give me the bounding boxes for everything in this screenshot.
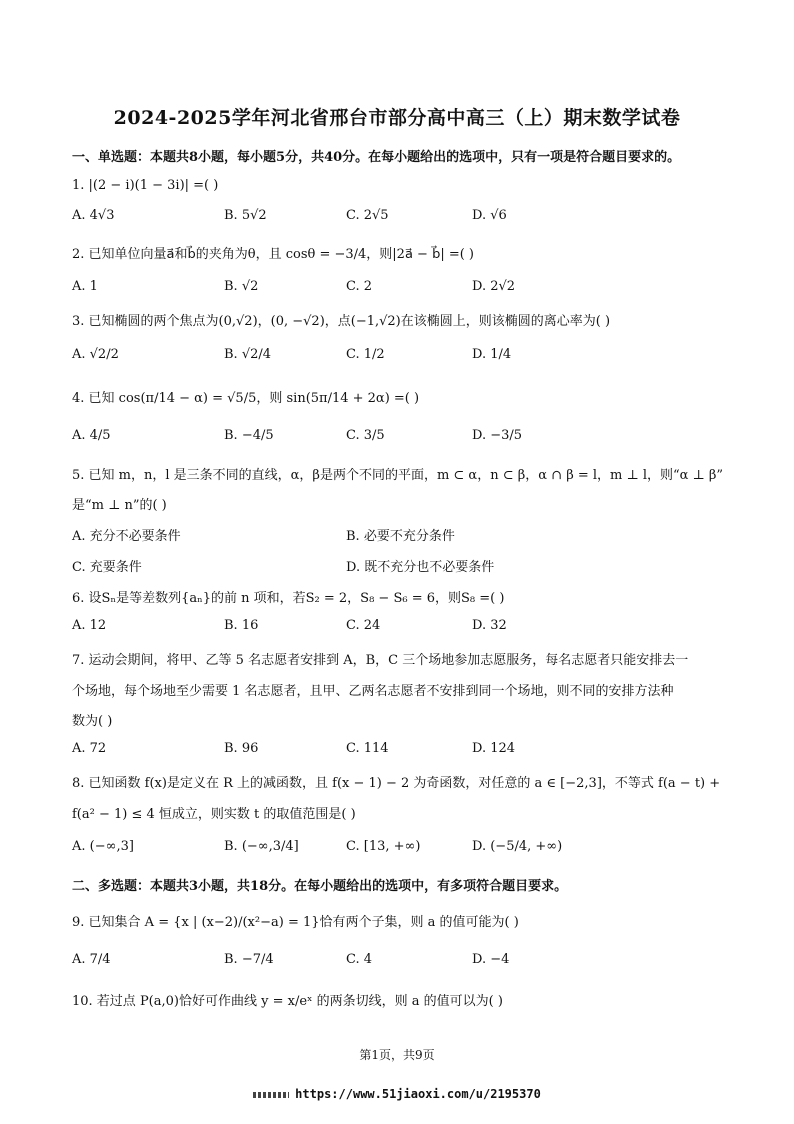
question-2-option-b: B. √2 (224, 279, 259, 294)
question-8-option-c: C. [13, +∞) (346, 839, 421, 854)
question-4-option-b: B. −4/5 (224, 428, 274, 443)
question-4-stem: 4. 已知 cos(π/14 − α) = √5/5，则 sin(5π/14 + 2α) =( ) (72, 391, 420, 406)
question-6-option-a: A. 12 (72, 618, 107, 633)
question-9-option-a: A. 7/4 (72, 952, 111, 967)
watermark-logo-icon (253, 1092, 289, 1098)
question-9-option-b: B. −7/4 (224, 952, 274, 967)
question-6-option-b: B. 16 (224, 618, 259, 633)
question-7-option-a: A. 72 (72, 741, 107, 756)
question-8-option-a: A. (−∞,3] (72, 839, 134, 854)
question-4-option-a: A. 4/5 (72, 428, 111, 443)
question-5-option-b: B. 必要不充分条件 (346, 529, 455, 544)
watermark-url[interactable]: https://www.51jiaoxi.com/u/2195370 (295, 1087, 541, 1101)
question-3-option-b: B. √2/4 (224, 347, 272, 362)
question-3-option-c: C. 1/2 (346, 347, 385, 362)
question-8-stem-line-1: 8. 已知函数 f(x)是定义在 R 上的减函数，且 f(x − 1) − 2 为奇函数，对任意的 a ∈ [−2,3]，不等式 f(a − t) + (72, 776, 721, 791)
question-5-option-d: D. 既不充分也不必要条件 (346, 560, 495, 575)
section-heading-single-choice: 一、单选题：本题共8小题，每小题5分，共40分。在每小题给出的选项中，只有一项是符合题目要求的。 (72, 150, 681, 165)
question-3-stem: 3. 已知椭圆的两个焦点为(0,√2)，(0, −√2)，点(−1,√2)在该椭圆上，则该椭圆的离心率为( ) (72, 314, 611, 329)
question-10-stem: 10. 若过点 P(a,0)恰好可作曲线 y = x/eˣ 的两条切线，则 a 的值可以为( ) (72, 994, 503, 1009)
question-6-stem: 6. 设Sₙ是等差数列{aₙ}的前 n 项和，若S₂ = 2，S₈ − S₆ = 6，则S₈ =( ) (72, 591, 505, 606)
question-1-option-b: B. 5√2 (224, 208, 267, 223)
question-6-option-d: D. 32 (472, 618, 507, 633)
question-9-option-c: C. 4 (346, 952, 373, 967)
question-7-stem-line-1: 7. 运动会期间，将甲、乙等 5 名志愿者安排到 A，B，C 三个场地参加志愿服务，每名志愿者只能安排去一 (72, 653, 689, 668)
question-4-option-d: D. −3/5 (472, 428, 523, 443)
question-7-option-c: C. 114 (346, 741, 389, 756)
watermark (0, 1087, 794, 1101)
question-1-option-d: D. √6 (472, 208, 507, 223)
question-8-option-b: B. (−∞,3/4] (224, 839, 299, 854)
page-footer: 第1页，共9页 (359, 1048, 435, 1062)
question-2-option-d: D. 2√2 (472, 279, 516, 294)
question-1-option-a: A. 4√3 (72, 208, 115, 223)
question-5-stem-line-2: 是“m ⊥ n”的( ) (72, 498, 167, 513)
question-5-option-a: A. 充分不必要条件 (72, 529, 181, 544)
question-1-stem: 1. |(2 − i)(1 − 3i)| =( ) (72, 178, 219, 193)
question-9-stem: 9. 已知集合 A = {x | (x−2)/(x²−a) = 1}恰有两个子集，则 a 的值可能为( ) (72, 915, 519, 930)
question-2-stem: 2. 已知单位向量a⃗和b⃗的夹角为θ，且 cosθ = −3/4，则|2a⃗ − b⃗| =( ) (72, 247, 474, 262)
question-3-option-d: D. 1/4 (472, 347, 512, 362)
question-8-stem-line-2: f(a² − 1) ≤ 4 恒成立，则实数 t 的取值范围是( ) (72, 807, 356, 822)
question-2-option-a: A. 1 (72, 279, 98, 294)
question-9-option-d: D. −4 (472, 952, 510, 967)
question-7-option-b: B. 96 (224, 741, 259, 756)
question-2-option-c: C. 2 (346, 279, 373, 294)
question-5-stem-line-1: 5. 已知 m，n，l 是三条不同的直线，α，β是两个不同的平面，m ⊂ α，n ⊂ β，α ∩ β = l，m ⊥ l，则“α ⊥ β” (72, 468, 724, 483)
question-8-option-d: D. (−5/4, +∞) (472, 839, 563, 854)
exam-title: 2024-2025学年河北省邢台市部分高中高三（上）期末数学试卷 (113, 107, 681, 129)
question-4-option-c: C. 3/5 (346, 428, 385, 443)
question-7-stem-line-2: 个场地，每个场地至少需要 1 名志愿者，且甲、乙两名志愿者不安排到同一个场地，则不同的安排方法种 (72, 684, 674, 699)
section-heading-multiple-choice: 二、多选题：本题共3小题，共18分。在每小题给出的选项中，有多项符合题目要求。 (72, 879, 568, 894)
question-7-option-d: D. 124 (472, 741, 516, 756)
question-6-option-c: C. 24 (346, 618, 381, 633)
question-5-option-c: C. 充要条件 (72, 560, 142, 575)
question-1-option-c: C. 2√5 (346, 208, 389, 223)
question-3-option-a: A. √2/2 (72, 347, 119, 362)
question-7-stem-line-3: 数为( ) (72, 714, 113, 729)
